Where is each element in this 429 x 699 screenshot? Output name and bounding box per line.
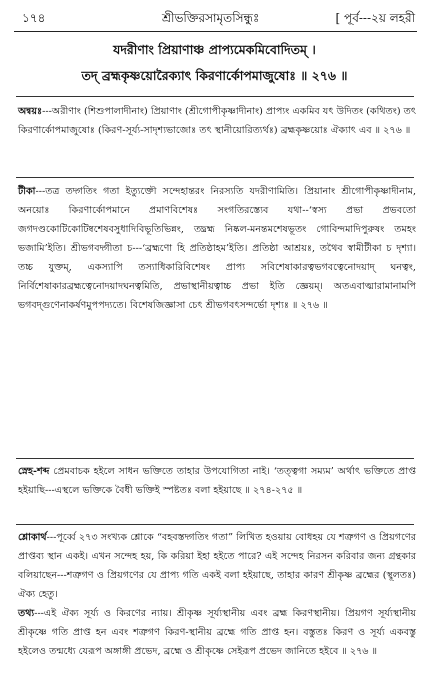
tathya-label: তথ্য	[18, 608, 35, 619]
verse-line-2: তদ্ ব্রহ্মকৃষ্ণয়োরৈক্যাৎ কিরণার্কোপমাজুষোঃ ॥ ২৭৬ ॥	[81, 68, 348, 83]
anvaya-paragraph	[18, 102, 416, 140]
section-label: [ পূর্ব---২য় লহরী	[335, 11, 415, 25]
tika-label: টীকা	[18, 186, 36, 197]
tika-divider	[16, 458, 414, 459]
page-number: ১৭৪	[22, 11, 46, 25]
sneha-text: প্রেমবাচক হইলে সাধন ভক্তিতে তাহার উপযোগিতা নাই। ‘তত্ত্বগা সম্যম’ অর্থাৎ ভক্তিতে প্রাপ্ত হইয়াছি---এস্থলে ভক্তিকে বৈধী ভক্তিই স্পষ্টতঃ বলা হইয়াছে ॥ ২৭৪-২৭৫ ॥	[18, 466, 416, 496]
sneha-label: স্নেহ-শব্দ	[18, 466, 50, 477]
sneha-divider	[16, 524, 414, 525]
tathya-text: ---এই ঐক্য সূর্য্য ও কিরণের ন্যায়। শ্রীকৃষ্ণ সূর্য্যস্থানীয় এবং ব্রহ্ম কিরণস্থানীয়। প্রিয়গণ সূর্য্যস্থানীয় শ্রীকৃষ্ণে গতি প্রাপ্ত হন এবং শত্রুগণ কিরণ-স্থানীয় ব্রহ্মে গতি প্রাপ্ত হন। বস্তুতঃ কিরণ ও সূর্য্য একবস্তু হইলেও তন্মধ্যে যেরূপ অঙ্গাঙ্গী প্রভেদ, ব্রহ্মে ও শ্রীকৃষ্ণে সেইরূপ প্রভেদ জানিতে হইবে ॥ ২৭৬ ॥	[18, 608, 416, 657]
anvaya-label: অন্বয়ঃ	[18, 106, 43, 117]
verse-line-1: যদরীণাং প্রিয়াণাঞ্চ প্রাপ্যমেকমিবোদিতম্ ।	[113, 42, 316, 57]
book-title: শ্রীভক্তিরসামৃতসিন্ধুঃ	[162, 11, 260, 25]
tika-text: ---তত্র তদ্গতিং গতা ইত্যুক্তৌ সন্দেহান্তরং নিরস্যতি যদরীণামিতি। প্রিয়ানাং শ্রীগোপীকৃষ্ণাদীনাম, অনয়োঃ কিরণার্কোপমানে প্রমাণবিশেষঃ সংগতিরস্ত্যেব যথা--‘স্বস্য প্রভা প্রভবতো জগদণ্ডকোটিকোটিষ্বশেষবসুধাদিবিভূতিভিন্নং, তদ্ব্রহ্ম নিষ্কল-মনন্তমশেষভূতং গোবিন্দমাদিপুরুষং তমহং ভজামি’ইতি। শ্রীভগবদ্গীতা চ---‘ব্রহ্মণো হি প্রতিষ্ঠাহম’ইতি। প্রতিষ্ঠা আশ্রয়ঃ, তথৈব স্বামীটীকা চ দৃশ্যা। তচ্চ যুক্তম্, একস্যাপি তস্যাধিকারিবিশেষং প্রাপ্য সবিশেষাকারত্বভগবত্বেনোদয়াদ্ ঘনত্বং, নির্বিশেষাকারব্রহ্মত্বেনোদয়াদঘনত্বমিতি, প্রভাস্থানীয়ত্বাচ্চ প্রভা ইতি জ্ঞেয়ম্। অতএবাত্মারামানামপি ভগবদ্গুণেনাকর্ষণমুপপদ্যতে। বিশেষজিজ্ঞাসা চেৎ শ্রীভগবৎসন্দর্ভো দৃশ্যঃ ॥ ২৭৬ ॥	[18, 186, 416, 311]
verse-divider	[16, 96, 414, 97]
sneha-paragraph	[18, 462, 416, 500]
shlokartha-paragraph	[18, 528, 416, 604]
running-header	[14, 8, 417, 32]
tathya-paragraph	[18, 604, 416, 661]
tika-paragraph	[18, 182, 416, 315]
shlokartha-label: শ্লোকার্থ	[18, 532, 47, 543]
header-rule	[14, 31, 417, 32]
anvaya-divider	[16, 177, 414, 178]
anvaya-text: ---অরীণাং (শিশুপালাদীনাং) প্রিয়াণাং (শ্রীগোপীকৃষ্ণাদীনাং) প্রাপ্যং একমিব যৎ উদিতং (কথিতং) তৎ কিরণার্কোপমাজুষোঃ (কিরণ-সূর্য্য-সাদৃশ্যভাজোঃ তৎ স্থানীয়োরিত্যর্থঃ) ব্রহ্মকৃষ্ণয়োঃ ঐক্যাৎ এব ॥ ২৭৬ ॥	[18, 106, 416, 136]
shlokartha-text: ---পূর্ব্বে ২৭৩ সংখ্যক শ্লোকে “বহবস্তদ্গতিং গতা” লিখিত হওয়ায় বোধহয় যে শত্রুগণ ও প্রিয়গণের প্রাপ্তব্য স্থান একই। এখন সন্দেহ হয়, কি করিয়া ইহা হইতে পারে? এই সন্দেহ নিরসন করিবার জন্য গ্রন্থকার বলিয়াছেন---শত্রুগণ ও প্রিয়গণের যে প্রাপ্য গতি একই বলা হইয়াছে, তাহার কারণ শ্রীকৃষ্ণ ব্রহ্মের (স্থূলতঃ) ঐক্য হেতু।	[18, 532, 416, 600]
